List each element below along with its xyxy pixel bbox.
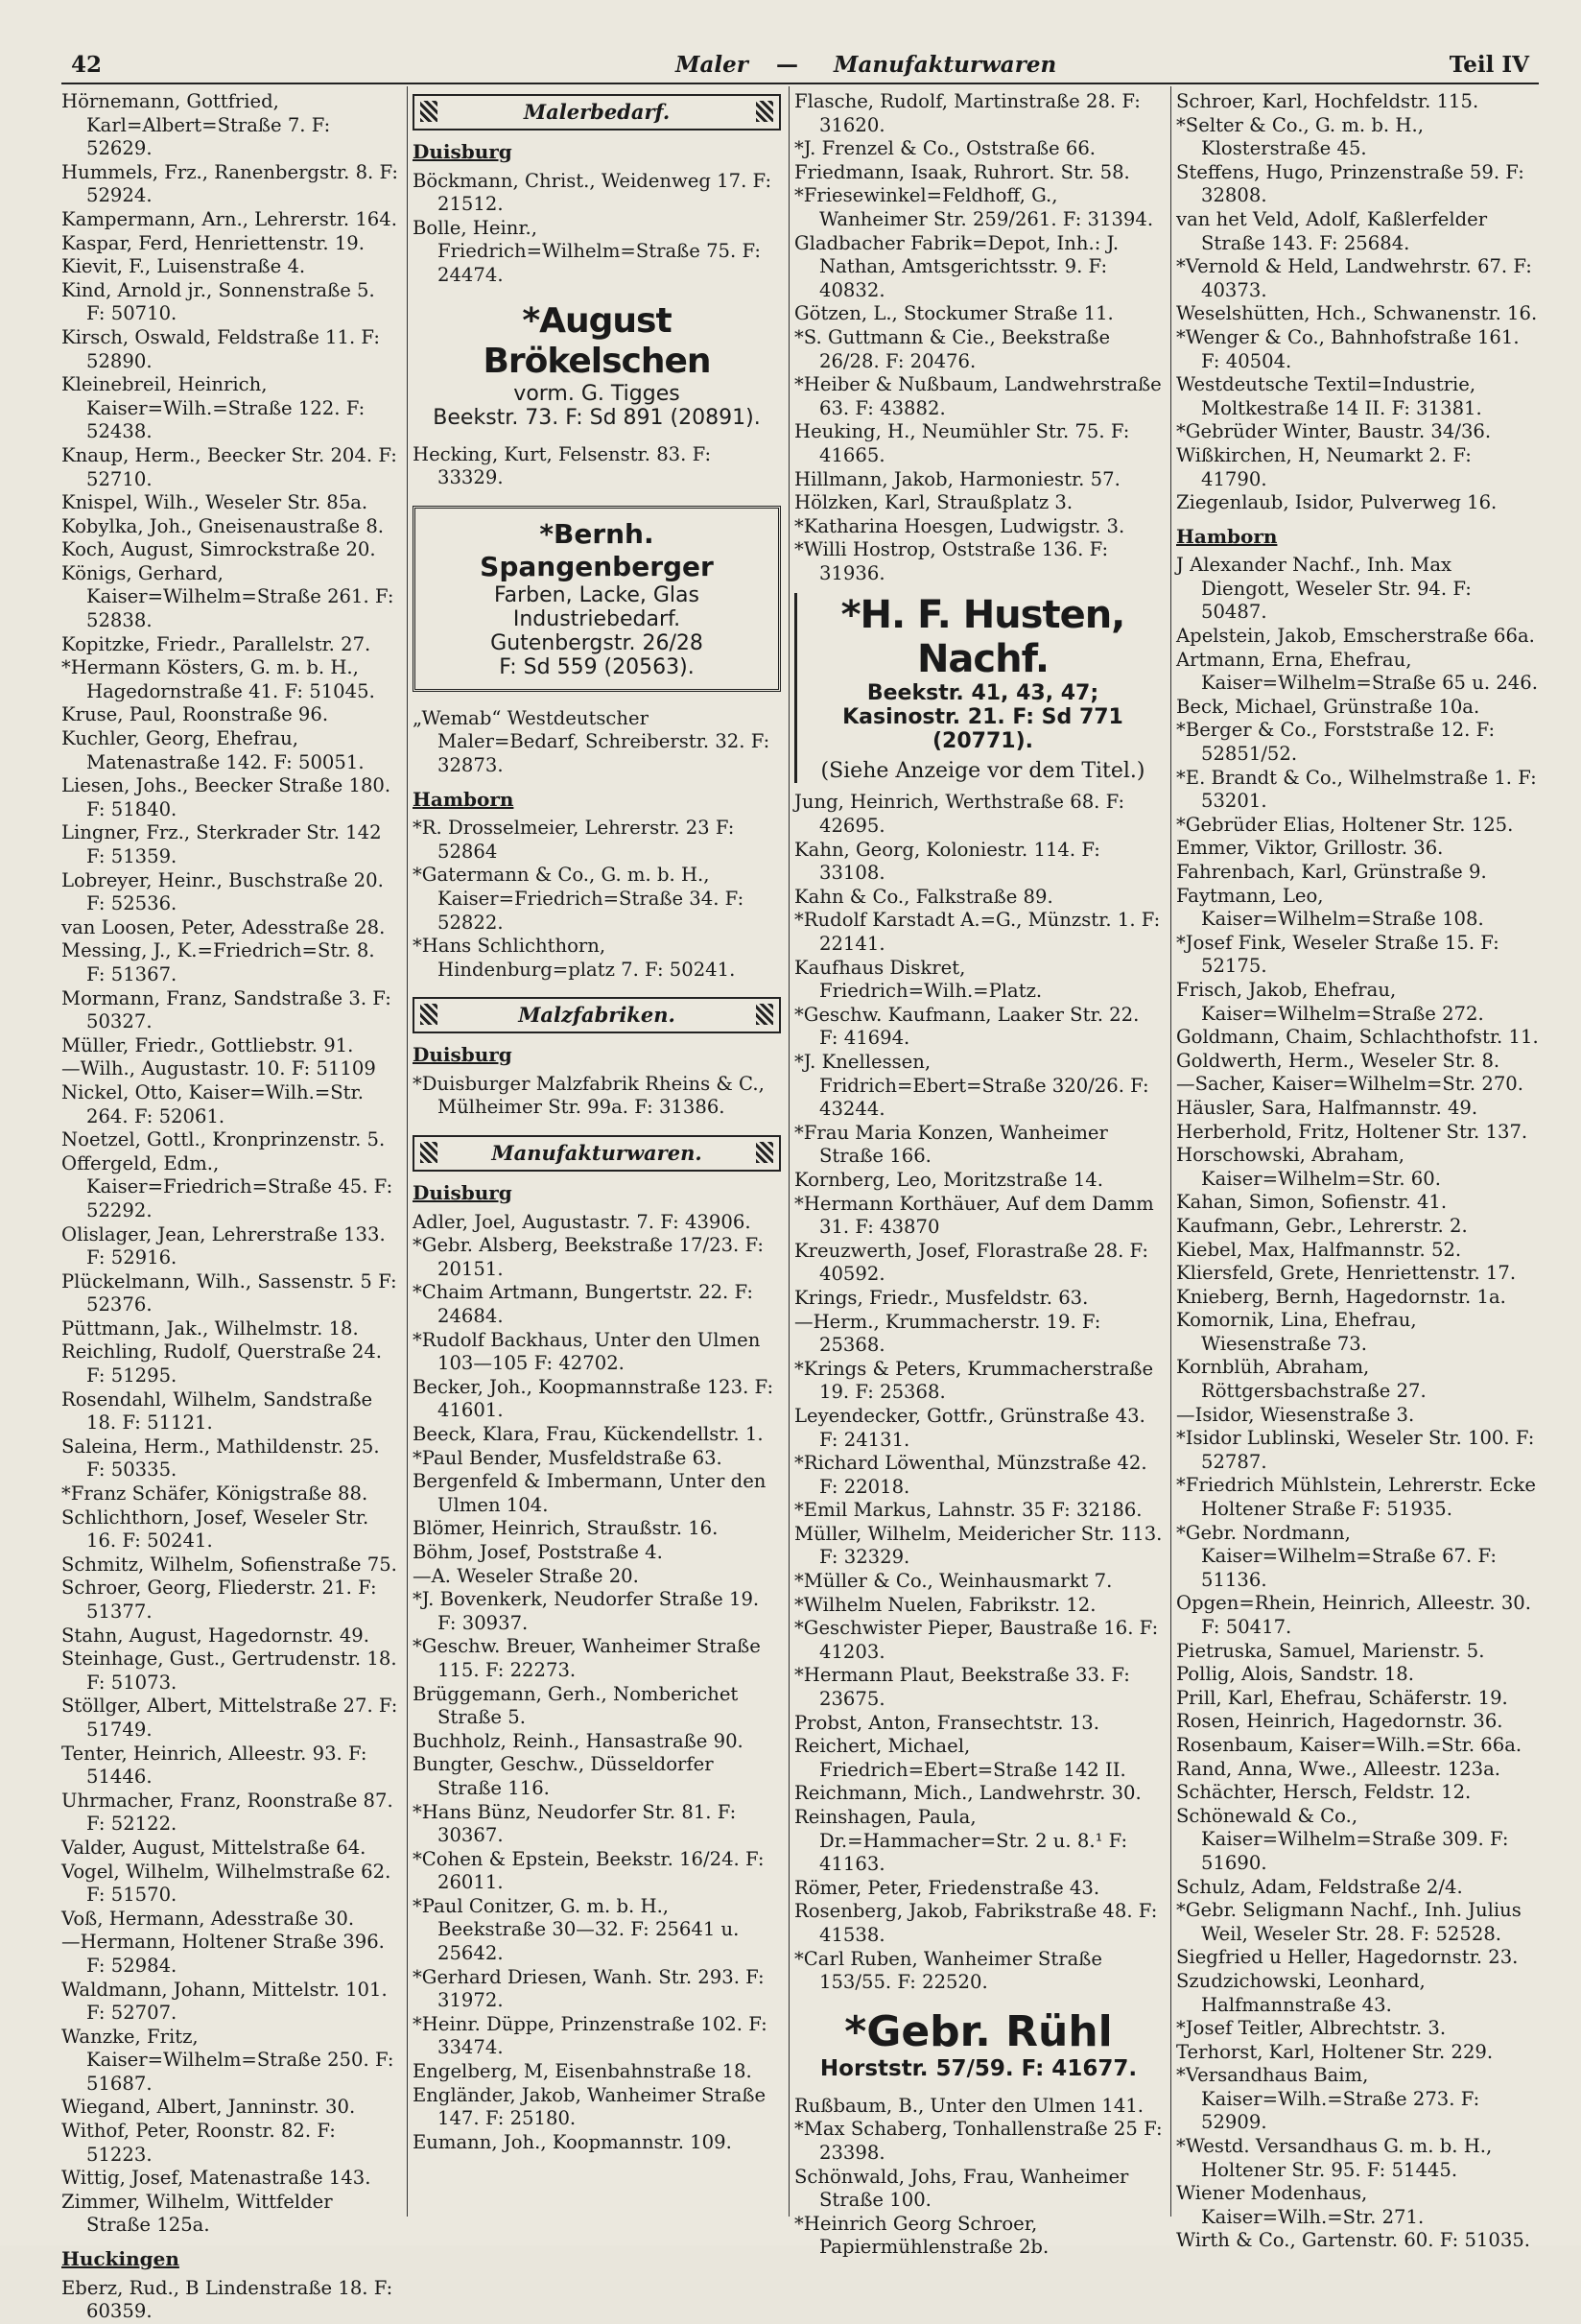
directory-entry: Leyendecker, Gottfr., Grünstraße 43. F: 24131. [794, 1404, 1145, 1451]
directory-entry: Prill, Karl, Ehefrau, Schäferstr. 19. [1176, 1686, 1508, 1709]
ad-line: Gutenbergstr. 26/28 [490, 630, 703, 655]
directory-entry: *Gerhard Driesen, Wanh. Str. 293. F: 31972. [413, 1965, 765, 2012]
directory-entry: Rosendahl, Wilhelm, Sandstraße 18. F: 51121. [61, 1387, 373, 1435]
directory-entry: Saleina, Herm., Mathildenstr. 25. F: 50335. [61, 1435, 380, 1482]
ad-subtitle: vorm. G. Tigges [513, 381, 680, 406]
directory-entry: Wißkirchen, H, Neumarkt 2. F: 41790. [1176, 443, 1472, 490]
directory-entry: Kreuzwerth, Josef, Florastraße 28. F: 40592. [794, 1239, 1149, 1286]
directory-entry: Kopitzke, Friedr., Parallelstr. 27. [61, 632, 371, 655]
directory-entry: Reichling, Rudolf, Querstraße 24. F: 51295. [61, 1340, 383, 1387]
directory-entry: Hillmann, Jakob, Harmoniestr. 57. [794, 467, 1121, 490]
directory-entry: Wiener Modenhaus, Kaiser=Wilh.=Str. 271. [1176, 2182, 1425, 2228]
directory-entry: Lobreyer, Heinr., Buschstraße 20. F: 52536. [61, 868, 384, 915]
directory-entry: *Gebrüder Elias, Holtener Str. 125. [1176, 813, 1514, 836]
directory-entry: Schönewald & Co., Kaiser=Wilhelm=Straße 309. F: 51690. [1176, 1804, 1509, 1874]
directory-entry: Nickel, Otto, Kaiser=Wilh.=Str. 264. F: 52061. [61, 1080, 364, 1127]
directory-entry: Herberhold, Fritz, Holtener Str. 137. [1176, 1120, 1528, 1143]
banner-manufakturwaren: Manufakturwaren. [413, 1135, 781, 1172]
entries [794, 2095, 1163, 2260]
directory-entry: Kornberg, Leo, Moritzstraße 14. [794, 1168, 1103, 1191]
directory-entry: Schmitz, Wilhelm, Sofienstraße 75. [61, 1553, 397, 1576]
directory-entry: Kievit, F., Luisenstraße 4. [61, 255, 306, 278]
directory-entry: *Katharina Hoesgen, Ludwigstr. 3. [794, 514, 1125, 537]
directory-entry: *Rudolf Backhaus, Unter den Ulmen 103—105 F: 42702. [413, 1328, 761, 1375]
directory-entry: Kliersfeld, Grete, Henriettenstr. 17. [1176, 1262, 1517, 1285]
directory-entry: Liesen, Johs., Beecker Straße 180. F: 51840. [61, 774, 391, 820]
directory-entry: *Wenger & Co., Bahnhofstraße 161. F: 40504. [1176, 325, 1520, 372]
directory-entry: *Geschw. Breuer, Wanheimer Straße 115. F: 22273. [413, 1635, 761, 1681]
directory-entry: Bungter, Geschw., Düsseldorfer Straße 116. [413, 1753, 714, 1799]
directory-entry: Siegfried u Heller, Hagedornstr. 23. [1176, 1946, 1519, 1969]
section-huckingen: Huckingen [61, 2247, 179, 2271]
directory-entry: Artmann, Erna, Ehefrau, Kaiser=Wilhelm=Straße 65 u. 246. [1176, 648, 1538, 695]
directory-entry: Komornik, Lina, Ehefrau, Wiesenstraße 73. [1176, 1309, 1417, 1355]
directory-entry: Rosen, Heinrich, Hagedornstr. 36. [1176, 1710, 1503, 1733]
ad-address: Horststr. 57/59. F: 41677. [819, 2055, 1138, 2081]
directory-entry: Olislager, Jean, Lehrerstraße 133. F: 52916. [61, 1222, 386, 1269]
entries [413, 1211, 781, 2155]
directory-entry: *Hermann Plaut, Beekstraße 33. F: 23675. [794, 1664, 1130, 1711]
directory-entry: Kaufhaus Diskret, Friedrich=Wilh.=Platz. [794, 956, 1043, 1003]
section-hamborn: Hamborn [1176, 524, 1278, 548]
directory-entry: Wirth & Co., Gartenstr. 60. F: 51035. [1176, 2229, 1531, 2252]
directory-entry: Vogel, Wilhelm, Wilhelmstraße 62. F: 51570. [61, 1860, 391, 1907]
col1-after-entries [61, 2277, 399, 2324]
directory-entry: Steinhage, Gust., Gertrudenstr. 18. F: 51073. [61, 1648, 397, 1694]
directory-entry: Gladbacher Fabrik=Depot, Inh.: J. Nathan, Amtsgerichtsstr. 9. F: 40832. [794, 231, 1120, 301]
directory-entry: Westdeutsche Textil=Industrie, Moltkestraße 14 II. F: 31381. [1176, 373, 1482, 419]
directory-entry: Apelstein, Jakob, Emscherstraße 66a. [1176, 625, 1535, 648]
directory-entry: Wanzke, Fritz, Kaiser=Wilhelm=Straße 250. F: 51687. [61, 2025, 394, 2095]
directory-entry: Kaspar, Ferd, Henriettenstr. 19. [61, 231, 366, 254]
ad-title: *H. F. Husten, Nachf. [840, 593, 1125, 682]
directory-entry: Krings, Friedr., Musfeldstr. 63. [794, 1286, 1089, 1309]
directory-entry: Kornblüh, Abraham, Röttgersbachstraße 27. [1176, 1356, 1427, 1403]
ad-spangenberger [413, 506, 781, 692]
ad-title: *Bernh. Spangenberger [480, 517, 714, 582]
column-divider [407, 86, 408, 2217]
header-title-left: Maler [675, 52, 748, 78]
directory-entry: Noetzel, Gottl., Kronprinzenstr. 5. [61, 1128, 386, 1151]
column-2 [413, 90, 781, 2154]
directory-entry: Kahn, Georg, Koloniestr. 114. F: 33108. [794, 838, 1100, 885]
directory-entry: *Franz Schäfer, Königstraße 88. [61, 1482, 368, 1506]
directory-entry: *Paul Bender, Musfeldstraße 63. [413, 1446, 722, 1469]
directory-entry: *Chaim Artmann, Bungertstr. 22. F: 24684. [413, 1281, 754, 1328]
directory-entry: Kirsch, Oswald, Feldstraße 11. F: 52890. [61, 325, 380, 372]
directory-entry: Becker, Joh., Koopmannstraße 123. F: 41601. [413, 1375, 774, 1422]
directory-entry: Beeck, Klara, Frau, Kückendellstr. 1. [413, 1423, 764, 1445]
entries [413, 707, 781, 778]
directory-entry: Eumann, Joh., Koopmannstr. 109. [413, 2130, 732, 2153]
directory-entry: Rosenbaum, Kaiser=Wilh.=Str. 66a. [1176, 1733, 1522, 1756]
column-1 [61, 90, 399, 2324]
directory-entry: Rand, Anna, Wwe., Alleestr. 123a. [1176, 1757, 1501, 1780]
section-duisburg: Duisburg [413, 1181, 512, 1205]
directory-entry: *Paul Conitzer, G. m. b. H., Beekstraße 30—32. F: 25641 u. 25642. [413, 1894, 740, 1965]
directory-entry: Lingner, Frz., Sterkrader Str. 142 F: 51359. [61, 821, 382, 867]
directory-entry: *Friesewinkel=Feldhoff, G., Wanheimer Str. 259/261. F: 31394. [794, 184, 1154, 230]
directory-entry: Flasche, Rudolf, Martinstraße 28. F: 31620. [794, 90, 1141, 136]
ad-husten [794, 593, 1163, 783]
directory-entry: —Sacher, Kaiser=Wilhelm=Str. 270. [1176, 1073, 1523, 1096]
directory-entry: Wiegand, Albert, Janninstr. 30. [61, 2096, 356, 2119]
directory-entry: Koch, August, Simrockstraße 20. [61, 538, 376, 561]
directory-entry: *J. Knellessen, Fridrich=Ebert=Straße 320/26. F: 43244. [794, 1051, 1149, 1121]
directory-entry: Kobylka, Joh., Gneisenaustraße 8. [61, 514, 385, 537]
directory-entry: Blömer, Heinrich, Straußstr. 16. [413, 1517, 719, 1540]
directory-entry: *Richard Löwenthal, Münzstraße 42. F: 22018. [794, 1452, 1147, 1498]
directory-entry: Kuchler, Georg, Ehefrau, Matenastraße 142. F: 50051. [61, 727, 365, 773]
header-dash: — [776, 52, 798, 78]
directory-entry: Reichert, Michael, Friedrich=Ebert=Straße 142 II. [794, 1735, 1126, 1781]
directory-entry: *Hans Schlichthorn, Hindenburg=platz 7. F: 50241. [413, 935, 736, 981]
directory-entry: *Westd. Versandhaus G. m. b. H., Holtener Str. 95. F: 51445. [1176, 2135, 1493, 2181]
directory-entry: Goldwerth, Herm., Weseler Str. 8. [1176, 1049, 1500, 1072]
section-duisburg: Duisburg [413, 140, 512, 163]
entries [794, 90, 1163, 585]
entries [413, 170, 781, 288]
ad-line: Farben, Lacke, Glas [493, 582, 699, 607]
directory-entry: *E. Brandt & Co., Wilhelmstraße 1. F: 53201. [1176, 766, 1537, 813]
directory-entry: —Wilh., Augustastr. 10. F: 51109 [61, 1057, 376, 1080]
directory-entry: van het Veld, Adolf, Kaßlerfelder Straße 143. F: 25684. [1176, 207, 1488, 254]
directory-entry: Wittig, Josef, Matenastraße 143. [61, 2167, 371, 2190]
directory-entry: Schönwald, Johs, Frau, Wanheimer Straße 100. [794, 2165, 1129, 2212]
ad-title: *August Brökelschen [483, 300, 711, 381]
directory-entry: Bolle, Heinr., Friedrich=Wilhelm=Straße 75. F: 24474. [413, 216, 761, 286]
directory-entry: Beck, Michael, Grünstraße 10a. [1176, 695, 1480, 718]
directory-entry: *Hans Bünz, Neudorfer Str. 81. F: 30367. [413, 1800, 737, 1847]
directory-entry: *Gatermann & Co., G. m. b. H., Kaiser=Friedrich=Straße 34. F: 52822. [413, 864, 744, 934]
ad-note: (Siehe Anzeige vor dem Titel.) [820, 759, 1145, 784]
directory-entry: Knieberg, Bernh, Hagedornstr. 1a. [1176, 1285, 1506, 1308]
directory-entry: Böhm, Josef, Poststraße 4. [413, 1540, 663, 1563]
directory-entry: Mormann, Franz, Sandstraße 3. F: 50327. [61, 986, 391, 1033]
directory-entry: *Gebr. Seligmann Nachf., Inh. Julius Weil, Weseler Str. 28. F: 52528. [1176, 1899, 1522, 1945]
directory-entry: Goldmann, Chaim, Schlachthofstr. 11. [1176, 1026, 1539, 1049]
directory-entry: Eberz, Rud., B Lindenstraße 18. F: 60359. [61, 2276, 393, 2323]
directory-entry: *Hermann Kösters, G. m. b. H., Hagedornstraße 41. F: 51045. [61, 656, 375, 702]
directory-entry: *Rudolf Karstadt A.=G., Münzstr. 1. F: 22141. [794, 909, 1161, 956]
directory-entry: Reichmann, Mich., Landwehrstr. 30. [794, 1782, 1142, 1805]
directory-entry: *Wilhelm Nuelen, Fabrikstr. 12. [794, 1593, 1097, 1616]
directory-entry: Uhrmacher, Franz, Roonstraße 87. F: 52122. [61, 1789, 393, 1836]
directory-entry: Brüggemann, Gerh., Nomberichet Straße 5. [413, 1682, 739, 1729]
directory-entry: Kleinebreil, Heinrich, Kaiser=Wilh.=Straße 122. F: 52438. [61, 373, 366, 443]
directory-entry: Waldmann, Johann, Mittelstr. 101. F: 52707. [61, 1978, 388, 2025]
directory-entry: van Loosen, Peter, Adesstraße 28. [61, 915, 386, 938]
directory-entry: *Max Schaberg, Tonhallenstraße 25 F: 23398. [794, 2118, 1163, 2164]
directory-entry: Stahn, August, Hagedornstr. 49. [61, 1624, 369, 1647]
directory-entry: Heuking, H., Neumühler Str. 75. F: 41665. [794, 420, 1130, 466]
directory-entry: *Berger & Co., Forststraße 12. F: 52851/52. [1176, 719, 1496, 766]
directory-entry: *Cohen & Epstein, Beekstr. 16/24. F: 26011. [413, 1847, 765, 1894]
directory-entry: Häusler, Sara, Halfmannstr. 49. [1176, 1096, 1478, 1119]
directory-entry: *Josef Fink, Weseler Straße 15. F: 52175. [1176, 931, 1499, 978]
directory-entry: Schulz, Adam, Feldstraße 2/4. [1176, 1875, 1463, 1898]
directory-entry: *Gebrüder Winter, Baustr. 34/36. [1176, 420, 1492, 443]
directory-entry: —Isidor, Wiesenstraße 3. [1176, 1403, 1415, 1426]
directory-entry: Friedmann, Isaak, Ruhrort. Str. 58. [794, 160, 1130, 183]
directory-entry: Opgen=Rhein, Heinrich, Alleestr. 30. F: 50417. [1176, 1592, 1531, 1638]
directory-entry: Schächter, Hersch, Feldstr. 12. [1176, 1781, 1472, 1804]
directory-entry: Pollig, Alois, Sandstr. 18. [1176, 1663, 1415, 1686]
entries [1176, 554, 1541, 2253]
directory-entry: Tenter, Heinrich, Alleestr. 93. F: 51446. [61, 1742, 367, 1789]
directory-entry: Hölzken, Karl, Straußplatz 3. [794, 491, 1074, 514]
directory-entry: Kind, Arnold jr., Sonnenstraße 5. F: 50710. [61, 278, 375, 325]
directory-entry: Jung, Heinrich, Werthstraße 68. F: 42695. [794, 791, 1125, 838]
directory-entry: Withof, Peter, Roonstr. 82. F: 51223. [61, 2120, 336, 2166]
directory-entry: Bergenfeld & Imbermann, Unter den Ulmen 104. [413, 1470, 767, 1516]
directory-entry: *Selter & Co., G. m. b. H., Klosterstraße 45. [1176, 113, 1424, 160]
directory-entry: Kampermann, Arn., Lehrerstr. 164. [61, 207, 397, 230]
directory-entry: Terhorst, Karl, Holtener Str. 229. [1176, 2040, 1494, 2063]
directory-entry: Schroer, Karl, Hochfeldstr. 115. [1176, 90, 1479, 112]
directory-entry: *Duisburger Malzfabrik Rheins & C., Mülheimer Str. 99a. F: 31386. [413, 1072, 765, 1119]
directory-entry: Knispel, Wilh., Weseler Str. 85a. [61, 491, 368, 514]
directory-entry: *Josef Teitler, Albrechtstr. 3. [1176, 2017, 1447, 2040]
directory-entry: *Gebr. Alsberg, Beekstraße 17/23. F: 20151. [413, 1234, 765, 1280]
directory-entry: Hörnemann, Gottfried, Karl=Albert=Straße 7. F: 52629. [61, 90, 331, 160]
directory-entry: Messing, J., K.=Friedrich=Str. 8. F: 51367. [61, 939, 375, 985]
header-rule [61, 83, 1539, 84]
directory-entry: Königs, Gerhard, Kaiser=Wilhelm=Straße 261. F: 52838. [61, 561, 394, 632]
banner-malerbedarf: Malerbedarf. [413, 94, 781, 130]
page-header [61, 52, 1539, 84]
ad-line: Industriebedarf. [512, 606, 681, 631]
directory-entry: *J. Frenzel & Co., Oststraße 66. [794, 137, 1097, 160]
directory-entry: *Carl Ruben, Wanheimer Straße 153/55. F: 22520. [794, 1947, 1102, 1994]
directory-entry: Müller, Friedr., Gottliebstr. 91. [61, 1033, 354, 1056]
directory-entry: Kahan, Simon, Sofienstr. 41. [1176, 1191, 1448, 1214]
directory-entry: Engländer, Jakob, Wanheimer Straße 147. F: 25180. [413, 2083, 767, 2130]
directory-entry: Faytmann, Leo, Kaiser=Wilhelm=Straße 108. [1176, 884, 1484, 931]
directory-entry: Buchholz, Reinh., Hansastraße 90. [413, 1729, 743, 1752]
directory-entry: Püttmann, Jak., Wilhelmstr. 18. [61, 1316, 359, 1340]
directory-entry: Schlichthorn, Josef, Weseler Str. 16. F: 50241. [61, 1506, 369, 1553]
directory-entry: Voß, Hermann, Adesstraße 30. [61, 1907, 355, 1930]
directory-entry: *S. Guttmann & Cie., Beekstraße 26/28. F: 20476. [794, 325, 1111, 372]
directory-entry: *Emil Markus, Lahnstr. 35 F: 32186. [794, 1499, 1143, 1522]
directory-entry: *Gebr. Nordmann, Kaiser=Wilhelm=Straße 67. F: 51136. [1176, 1521, 1497, 1591]
directory-entry: —Herm., Krummacherstr. 19. F: 25368. [794, 1310, 1101, 1357]
directory-entry: Zimmer, Wilhelm, Wittfelder Straße 125a. [61, 2190, 333, 2237]
ad-line: Kasinostr. 21. F: Sd 771 (20771). [842, 705, 1123, 754]
directory-entry: *Isidor Lublinski, Weseler Str. 100. F: 52787. [1176, 1427, 1535, 1473]
column-4 [1176, 90, 1541, 2253]
entries [794, 791, 1163, 1994]
directory-entry: *Hermann Korthäuer, Auf dem Damm 31. F: 43870 [794, 1192, 1154, 1239]
column-3 [794, 90, 1163, 2260]
directory-entry: Reinshagen, Paula, Dr.=Hammacher=Str. 2 u. 8.¹ F: 41163. [794, 1806, 1128, 1876]
directory-entry: Emmer, Viktor, Grillostr. 36. [1176, 837, 1444, 860]
directory-entry: *Vernold & Held, Landwehrstr. 67. F: 40373. [1176, 255, 1532, 301]
directory-entry: Pietruska, Samuel, Marienstr. 5. [1176, 1639, 1485, 1662]
entries [413, 1073, 781, 1120]
entries [1176, 90, 1541, 515]
directory-entry: —Hermann, Holtener Straße 396. F: 52984. [61, 1931, 385, 1977]
directory-entry: *R. Drosselmeier, Lehrerstr. 23 F: 52864 [413, 817, 735, 863]
directory-entry: Müller, Wilhelm, Meidericher Str. 113. F: 32329. [794, 1522, 1163, 1569]
column-divider [1170, 86, 1171, 2217]
directory-entry: Kaufmann, Gebr., Lehrerstr. 2. [1176, 1214, 1468, 1237]
directory-entry: —A. Weseler Straße 20. [413, 1564, 639, 1587]
directory-entry: J Alexander Nachf., Inh. Max Diengott, Weseler Str. 94. F: 50487. [1176, 554, 1472, 624]
ad-line: Beekstr. 41, 43, 47; [866, 681, 1099, 706]
directory-entry: *Willi Hostrop, Oststraße 136. F: 31936. [794, 538, 1109, 584]
section-duisburg: Duisburg [413, 1043, 512, 1067]
directory-entry: *Friedrich Mühlstein, Lehrerstr. Ecke Holtener Straße F: 51935. [1176, 1474, 1536, 1521]
directory-entry: *Müller & Co., Weinhausmarkt 7. [794, 1570, 1113, 1593]
directory-entry: Offergeld, Edm., Kaiser=Friedrich=Straße 45. F: 52292. [61, 1151, 393, 1221]
header-title-right: Manufakturwaren [834, 52, 1057, 78]
page-number: 42 [71, 52, 103, 78]
directory-entry: Hecking, Kurt, Felsenstr. 83. F: 33329. [413, 442, 712, 489]
directory-entry: Götzen, L., Stockumer Straße 11. [794, 302, 1114, 325]
directory-entry: *Geschwister Pieper, Baustraße 16. F: 41203. [794, 1617, 1159, 1663]
ad-ruhl [794, 2008, 1163, 2081]
directory-entry: Knaup, Herm., Beecker Str. 204. F: 52710. [61, 443, 397, 490]
directory-entry: *Heinrich Georg Schroer, Papiermühlenstraße 2b. [794, 2212, 1050, 2259]
directory-entry: Kiebel, Max, Halfmannstr. 52. [1176, 1238, 1462, 1261]
directory-entry: Fahrenbach, Karl, Grünstraße 9. [1176, 861, 1487, 883]
directory-entry: *Versandhaus Baim, Kaiser=Wilh.=Straße 273. F: 52909. [1176, 2064, 1480, 2134]
directory-entry: *Geschw. Kaufmann, Laaker Str. 22. F: 41694. [794, 1003, 1140, 1050]
directory-entry: Valder, August, Mittelstraße 64. [61, 1836, 366, 1859]
directory-entry: Weselshütten, Hch., Schwanenstr. 16. [1176, 302, 1538, 325]
directory-entry: Kahn & Co., Falkstraße 89. [794, 885, 1053, 908]
directory-entry: *Heinr. Düppe, Prinzenstraße 102. F: 33474. [413, 2012, 767, 2059]
directory-entry: Kruse, Paul, Roonstraße 96. [61, 703, 329, 726]
directory-entry: Plückelmann, Wilh., Sassenstr. 5 F: 52376. [61, 1269, 397, 1316]
ad-line: F: Sd 559 (20563). [499, 654, 695, 679]
section-hamborn: Hamborn [413, 787, 514, 811]
ad-title: *Gebr. Rühl [844, 2006, 1113, 2056]
directory-entry: *Frau Maria Konzen, Wanheimer Straße 166. [794, 1121, 1108, 1168]
directory-entry: „Wemab“ Westdeutscher Maler=Bedarf, Schreiberstr. 32. F: 32873. [413, 706, 770, 776]
directory-entry: Steffens, Hugo, Prinzenstraße 59. F: 32808. [1176, 160, 1524, 207]
banner-malzfabriken: Malzfabriken. [413, 997, 781, 1033]
header-part: Teil IV [1449, 52, 1529, 78]
directory-entry: Hummels, Frz., Ranenbergstr. 8. F: 52924. [61, 160, 398, 207]
directory-entry: Adler, Joel, Augustastr. 7. F: 43906. [413, 1210, 751, 1233]
directory-entry: *J. Bovenkerk, Neudorfer Straße 19. F: 30937. [413, 1588, 760, 1634]
col1-entries [61, 90, 399, 2238]
directory-entry: Rosenberg, Jakob, Fabrikstraße 48. F: 41538. [794, 1900, 1158, 1946]
directory-entry: Frisch, Jakob, Ehefrau, Kaiser=Wilhelm=Straße 272. [1176, 978, 1484, 1025]
entries [413, 817, 781, 982]
directory-entry: Stöllger, Albert, Mittelstraße 27. F: 51749. [61, 1695, 398, 1741]
column-divider [789, 86, 790, 2217]
directory-entry: Böckmann, Christ., Weidenweg 17. F: 21512. [413, 169, 772, 216]
directory-entry: Rußbaum, B., Unter den Ulmen 141. [794, 2094, 1144, 2117]
directory-entry: *Heiber & Nußbaum, Landwehrstraße 63. F: 43882. [794, 373, 1162, 419]
directory-entry: Römer, Peter, Friedenstraße 43. [794, 1876, 1100, 1899]
ad-brokelschen [413, 301, 781, 430]
directory-entry: Engelberg, M, Eisenbahnstraße 18. [413, 2060, 752, 2083]
directory-entry: Probst, Anton, Fransechtstr. 13. [794, 1711, 1099, 1734]
directory-entry: Ziegenlaub, Isidor, Pulverweg 16. [1176, 491, 1498, 514]
directory-entry: Szudzichowski, Leonhard, Halfmannstraße 43. [1176, 1969, 1426, 2016]
directory-entry: Schroer, Georg, Fliederstr. 21. F: 51377. [61, 1577, 377, 1623]
entries [413, 443, 781, 490]
directory-entry: Horschowski, Abraham, Kaiser=Wilhelm=Str. 60. [1176, 1144, 1441, 1190]
ad-address: Beekstr. 73. F: Sd 891 (20891). [433, 405, 761, 430]
directory-entry: *Krings & Peters, Krummacherstraße 19. F: 25368. [794, 1357, 1154, 1404]
